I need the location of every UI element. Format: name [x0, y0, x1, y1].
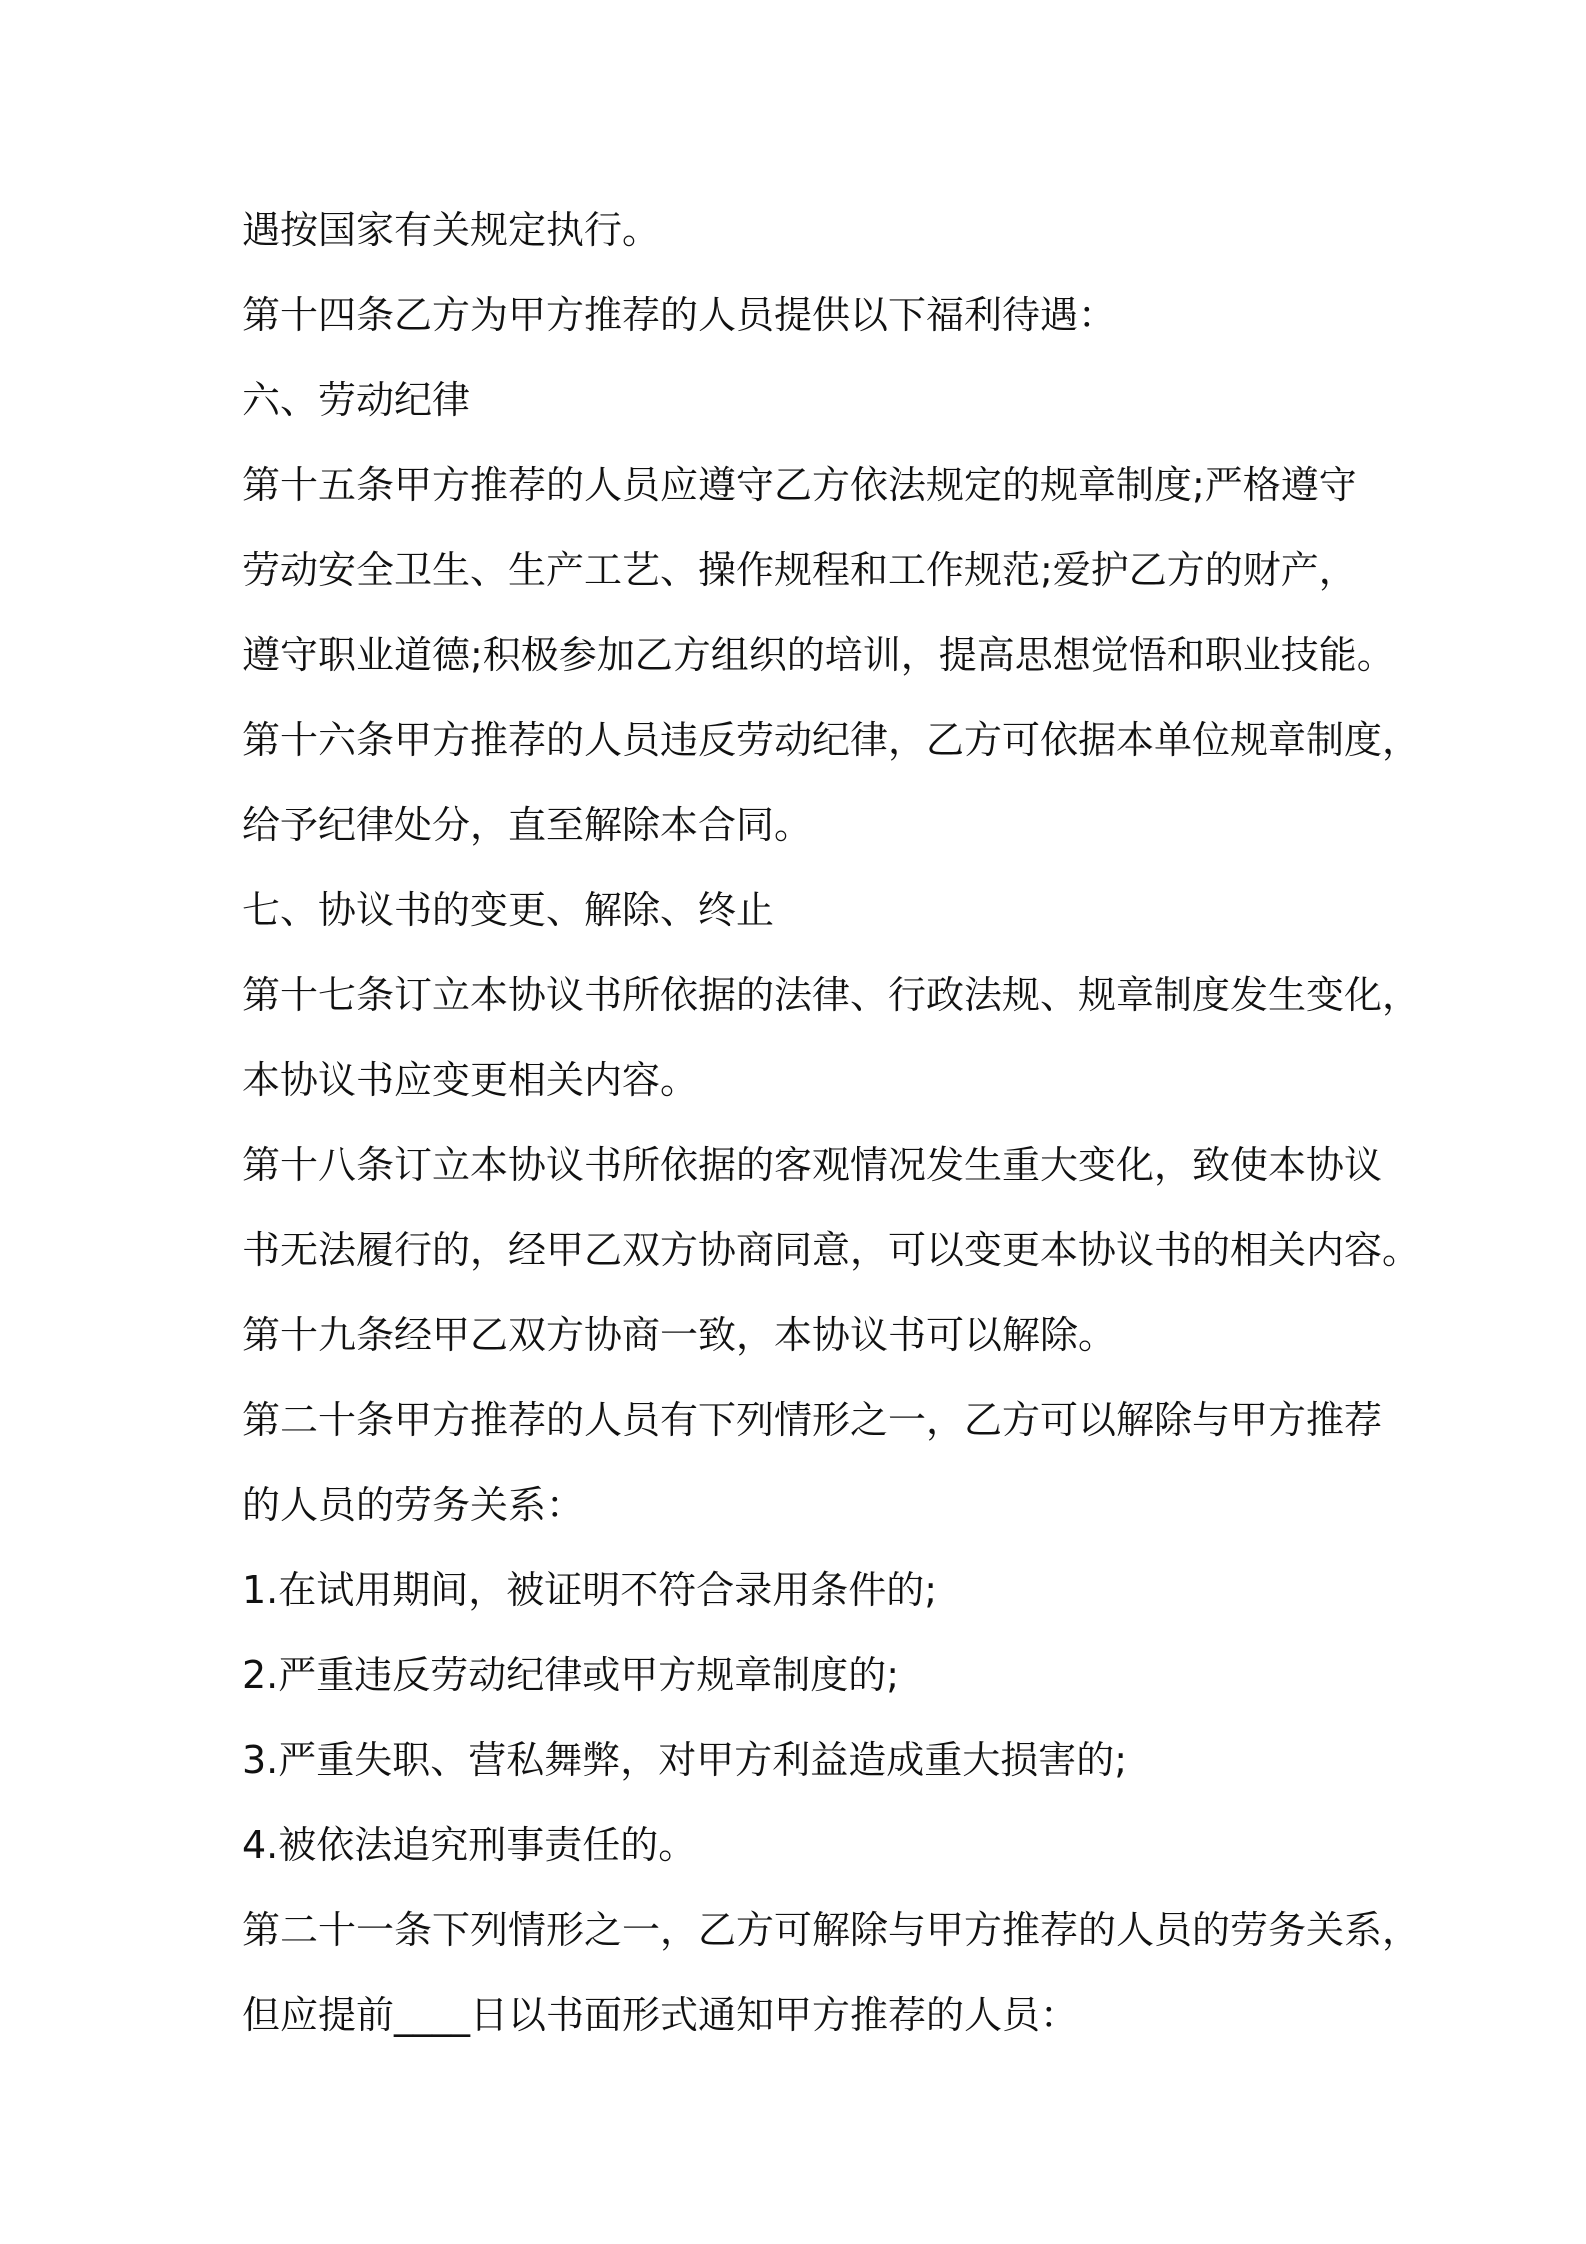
text-line: 书无法履行的，经甲乙双方协商同意，可以变更本协议书的相关内容。 [242, 1228, 1421, 1272]
list-item: 4.被依法追究刑事责任的。 [242, 1823, 697, 1867]
list-item: 1.在试用期间，被证明不符合录用条件的; [242, 1568, 938, 1612]
text-line: 的人员的劳务关系： [242, 1483, 585, 1527]
text-line: 第十五条甲方推荐的人员应遵守乙方依法规定的规章制度;严格遵守 [242, 463, 1357, 507]
text-line: 劳动安全卫生、生产工艺、操作规程和工作规范;爱护乙方的财产， [242, 548, 1357, 592]
section-heading: 六、劳动纪律 [242, 378, 471, 422]
text-line: 但应提前____日以书面形式通知甲方推荐的人员： [242, 1993, 1079, 2037]
text-line: 第十六条甲方推荐的人员违反劳动纪律，乙方可依据本单位规章制度， [242, 718, 1421, 762]
section-heading: 七、协议书的变更、解除、终止 [242, 888, 775, 932]
document-body [242, 188, 1421, 2058]
text-line: 第二十一条下列情形之一，乙方可解除与甲方推荐的人员的劳务关系， [242, 1908, 1421, 1952]
text-line: 第十九条经甲乙双方协商一致，本协议书可以解除。 [242, 1313, 1117, 1357]
text-line: 本协议书应变更相关内容。 [242, 1058, 699, 1102]
text-line: 给予纪律处分，直至解除本合同。 [242, 803, 813, 847]
text-line: 遵守职业道德;积极参加乙方组织的培训，提高思想觉悟和职业技能。 [242, 633, 1395, 677]
text-line: 遇按国家有关规定执行。 [242, 208, 661, 252]
text-line: 第二十条甲方推荐的人员有下列情形之一，乙方可以解除与甲方推荐 [242, 1398, 1383, 1442]
text-line: 第十八条订立本协议书所依据的客观情况发生重大变化，致使本协议 [242, 1143, 1383, 1187]
text-line: 第十七条订立本协议书所依据的法律、行政法规、规章制度发生变化， [242, 973, 1421, 1017]
list-item: 3.严重失职、营私舞弊，对甲方利益造成重大损害的; [242, 1738, 1128, 1782]
text-line: 第十四条乙方为甲方推荐的人员提供以下福利待遇： [242, 293, 1117, 337]
list-item: 2.严重违反劳动纪律或甲方规章制度的; [242, 1653, 900, 1697]
